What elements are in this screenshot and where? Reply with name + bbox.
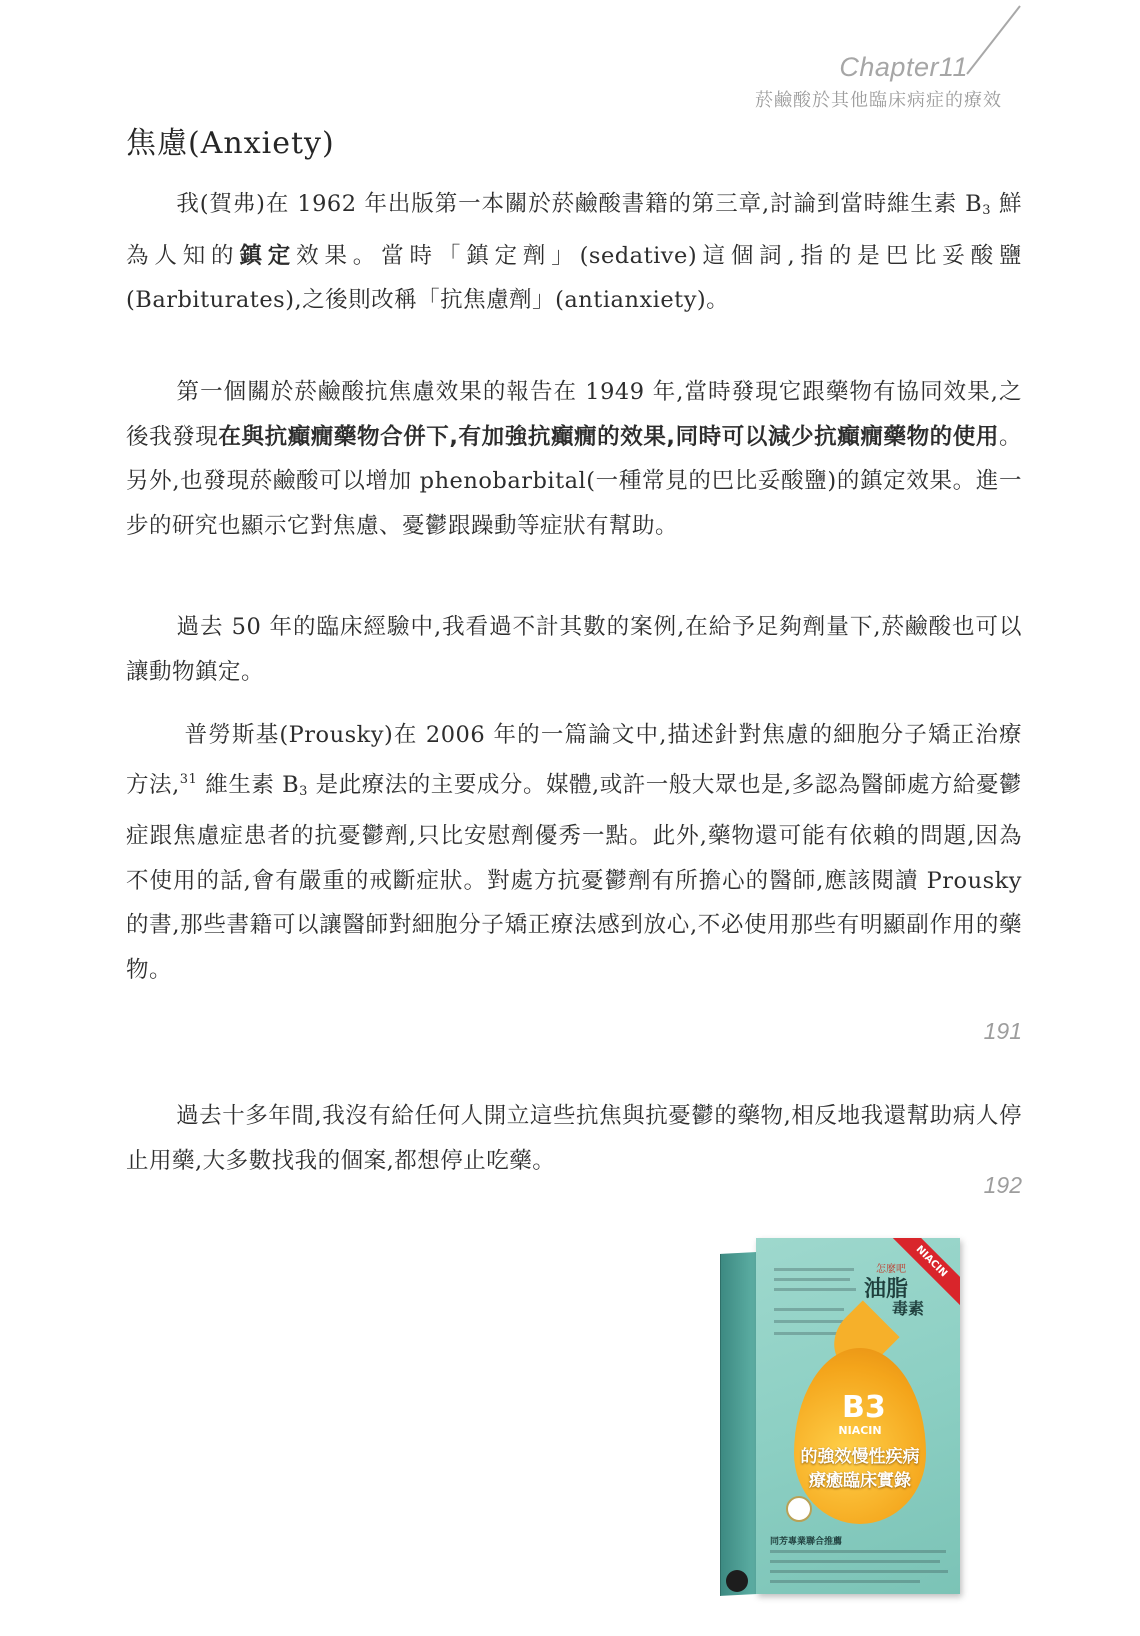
cover-headline-line2: 療癒臨床實錄	[809, 1471, 911, 1491]
cover-title-main: 油脂	[864, 1276, 909, 1302]
page-number-192: 192	[983, 1172, 1022, 1198]
paragraph-1: 我(賀弗)在 1962 年出版第一本關於菸鹼酸書籍的第三章,討論到當時維生素 $B_3$ 鮮為人知的鎮定效果。當時「鎮定劑」(sedative)這個詞,指的是巴比妥酸鹽(Barbiturates),之後則改稱「抗焦慮劑」(antianxiety)。	[126, 191, 1023, 313]
cover-title-suffix: 毒素	[892, 1299, 925, 1318]
book-spine	[720, 1252, 757, 1596]
niacin-ribbon: NIACIN	[885, 1238, 960, 1308]
paragraph-2: 第一個關於菸鹼酸抗焦慮效果的報告在 1949 年,當時發現它跟藥物有協同效果,之後我發現在與抗癲癇藥物合併下,有加強抗癲癇的效果,同時可以減少抗癲癇藥物的使用。另外,也發現菸鹼酸可以增加 phenobarbital(一種常見的巴比妥酸鹽)的鎮定效果。進一步的研究也顯示它對焦慮、憂鬱跟躁動等症狀有幫助。	[126, 379, 1022, 539]
section-heading: 焦慮(Anxiety)	[126, 126, 335, 161]
cover-title-small: 怎麼吧	[876, 1264, 906, 1275]
chapter-subtitle: 菸鹼酸於其他臨床病症的療效	[755, 90, 1002, 111]
book-cover-image	[720, 1238, 960, 1598]
paragraph-4: 普勞斯基(Prousky)在 2006 年的一篇論文中,描述針對焦慮的細胞分子矯正治療方法,$^{31}$ 維生素 $B_3$ 是此療法的主要成分。媒體,或許一般大眾也是,多認為醫師處方給憂鬱症跟焦慮症患者的抗憂鬱劑,只比安慰劑優秀一點。此外,藥物還可能有依賴的問題,因為不使用的話,會有嚴重的戒斷症狀。對處方抗憂鬱劑有所擔心的醫師,應該閱讀 Prousky 的書,那些書籍可以讓醫師對細胞分子矯正療法感到放心,不必使用那些有明顯副作用的藥物。	[126, 722, 1023, 983]
anniversary-badge-icon	[786, 1496, 812, 1522]
paragraph-3: 過去 50 年的臨床經驗中,我看過不計其數的案例,在給予足夠劑量下,菸鹼酸也可以讓動物鎮定。	[126, 614, 1022, 685]
niacin-label: NIACIN	[838, 1424, 882, 1437]
chapter-label: Chapter11	[839, 52, 968, 82]
cover-headline-line1: 的強效慢性疾病	[800, 1447, 920, 1467]
paragraph-5: 過去十多年間,我沒有給任何人開立這些抗焦與抗憂鬱的藥物,相反地我還幫助病人停止用藥,大多數找我的個案,都想停止吃藥。	[126, 1103, 1022, 1174]
book-front-cover	[756, 1238, 960, 1594]
page-number-191: 191	[983, 1018, 1022, 1044]
cover-publisher-line: 同芳專業聯合推薦	[770, 1537, 843, 1547]
b3-label: B3	[842, 1390, 886, 1425]
publisher-logo-icon	[726, 1570, 748, 1592]
chapter-decoration-line	[0, 0, 1140, 100]
